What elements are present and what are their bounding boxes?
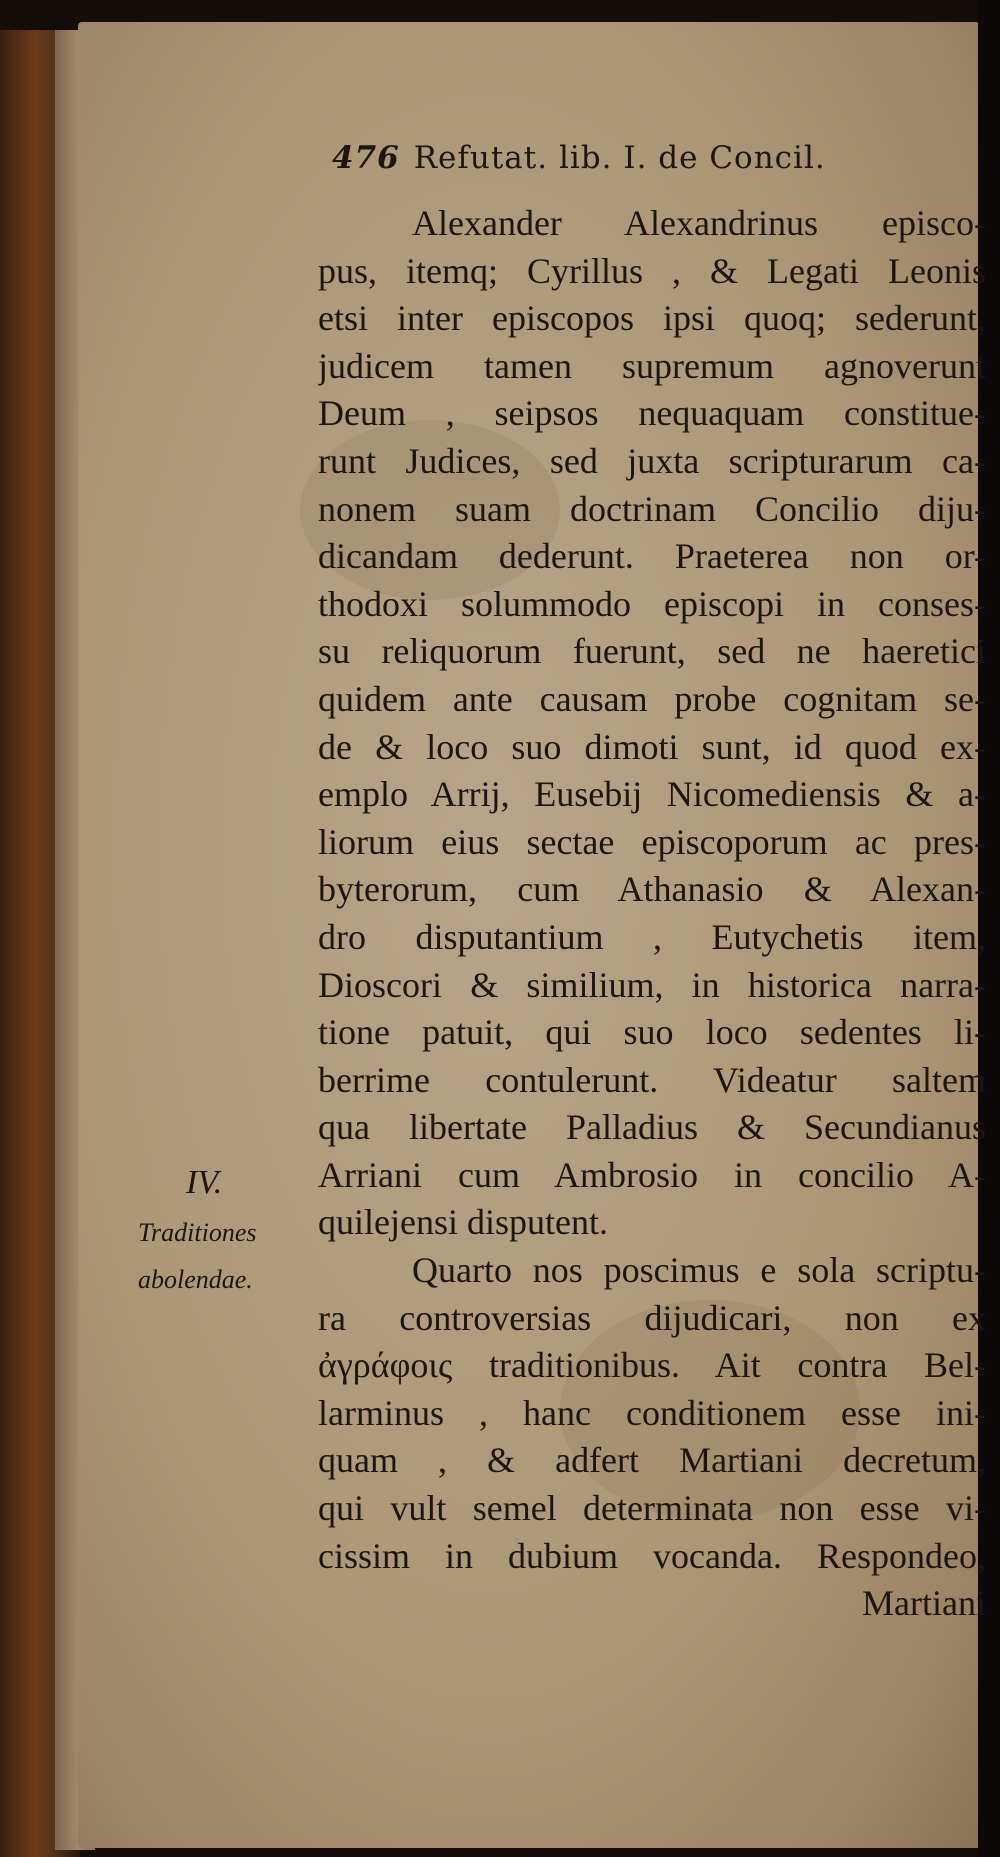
text-line: cissim in dubium vocanda. Respondeo, xyxy=(318,1535,986,1576)
catchword: Martiani xyxy=(862,1583,986,1624)
text-line: ra controversias dijudicari, non ex xyxy=(318,1297,986,1338)
page-number: 476 xyxy=(332,140,400,176)
text-line: tione patuit, qui suo loco sedentes li- xyxy=(318,1012,986,1053)
text-line: runt Judices, sed juxta scripturarum ca- xyxy=(318,440,986,481)
text-line: larminus , hanc conditionem esse ini- xyxy=(318,1392,986,1433)
text-line: dicandam dederunt. Praeterea non or- xyxy=(318,536,986,577)
text-line: Quarto nos poscimus e sola scriptu- xyxy=(412,1250,986,1291)
text-line: ἀγράφοις traditionibus. Ait contra Bel- xyxy=(318,1345,986,1386)
marginal-note: Traditiones xyxy=(138,1218,257,1247)
text-line: de & loco suo dimoti sunt, id quod ex- xyxy=(318,726,986,767)
text-line: thodoxi solummodo episcopi in conses- xyxy=(318,583,986,624)
text-line: emplo Arrij, Eusebij Nicomediensis & a- xyxy=(318,774,986,815)
text-line: berrime contulerunt. Videatur saltem xyxy=(318,1059,986,1100)
text-line: Arriani cum Ambrosio in concilio A- xyxy=(318,1154,986,1195)
text-line: Deum , seipsos nequaquam constitue- xyxy=(318,393,986,434)
text-line: dro disputantium , Eutychetis item, xyxy=(318,916,986,957)
text-line: liorum eius sectae episcoporum ac pres- xyxy=(318,821,986,862)
text-line: quam , & adfert Martiani decretum, xyxy=(318,1440,986,1481)
marginal-note: abolendae. xyxy=(138,1265,253,1294)
text-line: quidem ante causam probe cognitam se- xyxy=(318,678,986,719)
text-line: quilejensi disputent. xyxy=(318,1202,608,1243)
body-text xyxy=(318,200,986,1628)
text-line: su reliquorum fuerunt, sed ne haeretici xyxy=(318,631,986,672)
text-line: etsi inter episcopos ipsi quoq; sederunt, xyxy=(318,298,986,339)
text-line: pus, itemq; Cyrillus , & Legati Leonis xyxy=(318,250,986,291)
text-line: qua libertate Palladius & Secundianus xyxy=(318,1107,986,1148)
marginal-number: IV. xyxy=(186,1164,223,1201)
running-header xyxy=(332,140,980,176)
text-line: Alexander Alexandrinus episco- xyxy=(412,203,986,243)
text-line: qui vult semel determinata non esse vi- xyxy=(318,1488,986,1529)
text-line: Dioscori & similium, in historica narra- xyxy=(318,964,986,1005)
running-title: Refutat. lib. I. de Concil. xyxy=(413,140,826,176)
text-line: judicem tamen supremum agnoverunt xyxy=(318,345,986,386)
text-line: byterorum, cum Athanasio & Alexan- xyxy=(318,869,986,910)
text-line: nonem suam doctrinam Concilio diju- xyxy=(318,488,986,529)
